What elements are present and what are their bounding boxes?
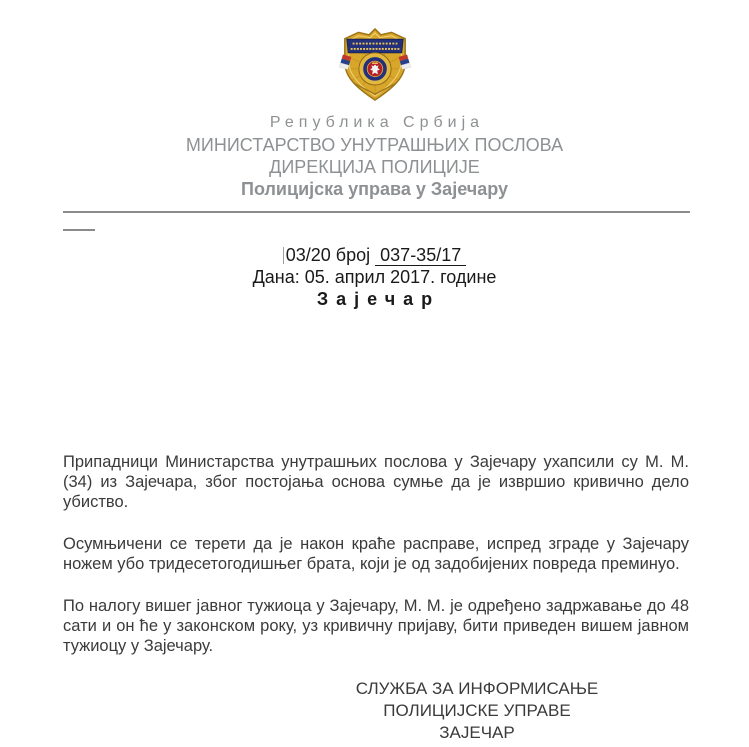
- text-cursor-caret: [283, 247, 284, 264]
- letterhead: [0, 112, 749, 200]
- letterhead-divider-line-short: [63, 229, 95, 231]
- signature-administration: ПОЛИЦИЈСКЕ УПРАВЕ ЗАЈЕЧАР: [383, 701, 571, 742]
- signature-block: [346, 678, 608, 744]
- city-line: Зајечар: [316, 289, 441, 309]
- letterhead-department: Полицијска управа у Зајечару: [241, 179, 508, 199]
- date-line: Дана: 05. април 2017. године: [252, 267, 497, 287]
- body-paragraph: Припадници Министарства унутрашњих послова у Зајечару ухапсили су М. М. (34) из Зајечара, због постојања основа сумње да је извршио кривично дело убиство.: [63, 453, 689, 511]
- case-number-value: 037-35/17: [375, 245, 466, 266]
- body-paragraph: Осумњичени се терети да је након краће расправе, испред зграде у Зајечару ножем убо тридесетогодишњег брата, који је од задобијених повреда преминуо.: [63, 535, 689, 573]
- letterhead-directorate: ДИРЕКЦИЈА ПОЛИЦИЈЕ: [269, 157, 480, 177]
- letterhead-country: Република Србија: [269, 114, 485, 131]
- letterhead-divider-line: [63, 211, 690, 213]
- case-number-line: [0, 244, 749, 266]
- signature-service: СЛУЖБА ЗА ИНФОРМИСАЊЕ: [355, 679, 599, 698]
- document-meta: [0, 244, 749, 310]
- press-release-body: [63, 452, 689, 678]
- case-number-prefix: 03/20 број: [285, 245, 371, 265]
- police-badge-icon: [336, 27, 414, 103]
- body-paragraph: По налогу вишег јавног тужиоца у Зајечару, М. М. је одређено задржавање до 48 сати и он ће у законском року, уз кривичну пријаву, бити приведен вишем јавном тужиоцу у Зајечару.: [63, 597, 689, 655]
- letterhead-ministry: МИНИСТАРСТВО УНУТРАШЊИХ ПОСЛОВА: [185, 135, 564, 155]
